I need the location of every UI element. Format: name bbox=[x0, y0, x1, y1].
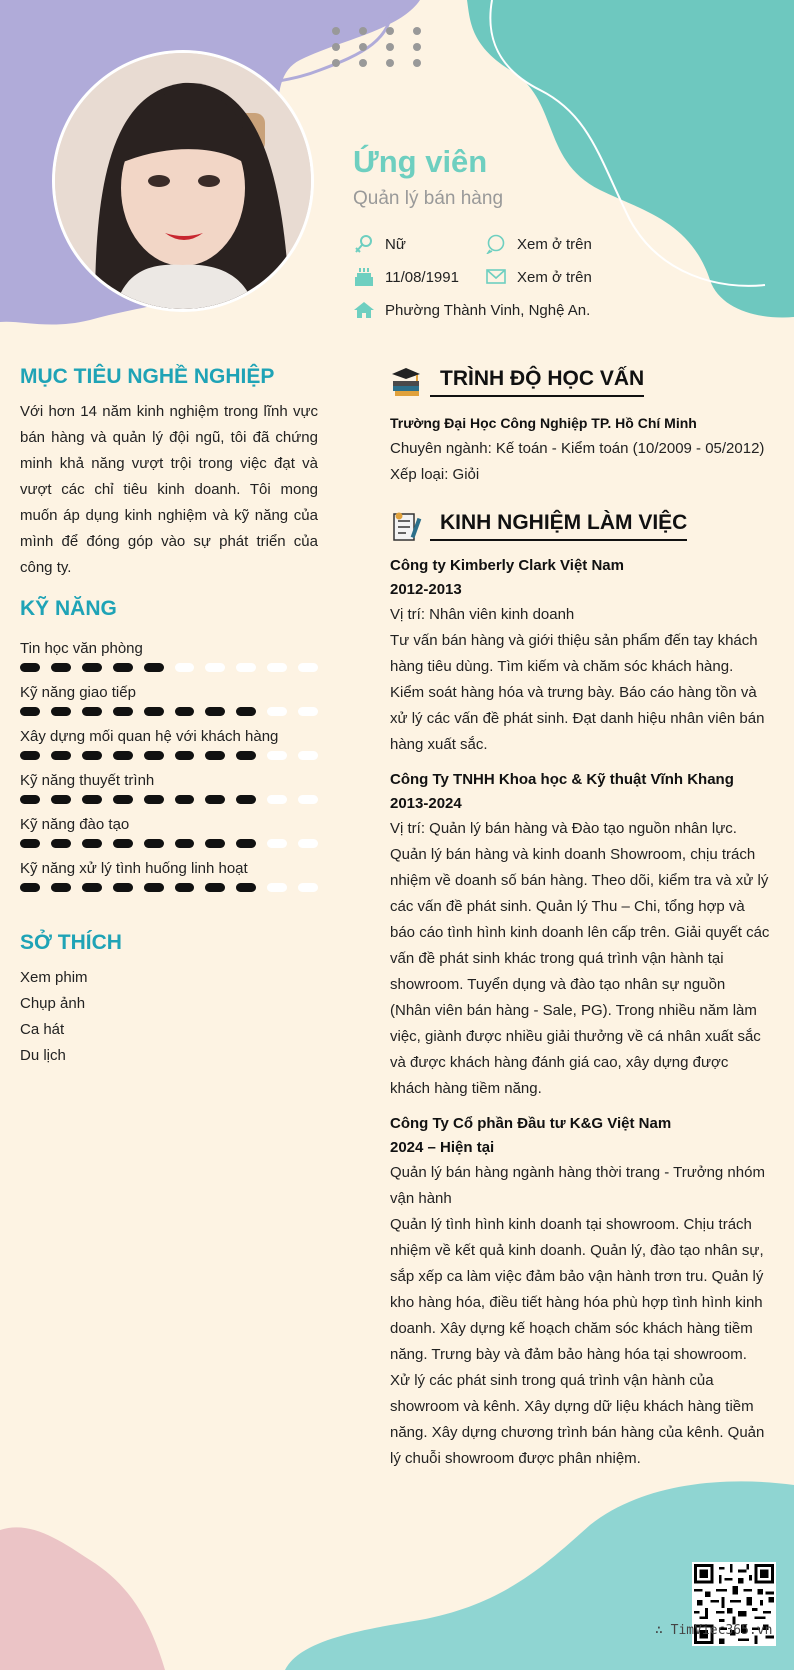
job-entry bbox=[390, 554, 770, 758]
birthday-cake-icon bbox=[353, 267, 375, 287]
skill-name: Xây dựng mối quan hệ với khách hàng bbox=[20, 728, 279, 745]
skill-segment-filled bbox=[144, 707, 164, 716]
education-major: Chuyên ngành: Kế toán - Kiểm toán (10/2009 - 05/2012) bbox=[390, 440, 765, 457]
skill-segment-filled bbox=[236, 707, 256, 716]
gender-icon bbox=[353, 234, 375, 254]
skill-segment-empty bbox=[205, 663, 225, 672]
skill-segment-filled bbox=[51, 751, 71, 760]
job-description: Quản lý bán hàng và kinh doanh Showroom, chịu trách nhiệm về doanh số bán hàng. Theo dõi, kiểm tra và xử lý các vấn đề phát sinh. Quản lý Thu – Chi, tổng hợp và báo cáo tình hình kinh doanh lên cấp trên. Giải quyết các vấn đề phát sinh khác trong quá trình vận hành tại showroom. Tuyển dụng và đào tạo nhân sự nguồn (Nhân viên bán hàng - Sale, PG). Trong nhiều năm làm việc, giành được nhiều giải thưởng về cá nhân xuất sắc và được khách hàng đánh giá cao, xây dựng được khách hàng tiềm năng. bbox=[390, 846, 770, 1097]
experience-header bbox=[390, 506, 770, 546]
job-description: Quản lý tình hình kinh doanh tại showroom. Chịu trách nhiệm về kết quả kinh doanh. Quản lý, đào tạo nhân sự, sắp xếp ca làm việc đảm bảo vận hành trơn tru. Quản lý kho hàng hóa, điều tiết hàng hóa phù hợp tình hình kinh doanh. Xây dựng kế hoạch chăm sóc khách hàng tiềm năng. Trưng bày và đảm bảo hàng hóa tại showroom. Xử lý các phát sinh trong quá trình vận hành của showroom và kênh. Xây dựng dữ liệu khách hàng tiềm năng. Xây dựng chương trình bán hàng của kênh. Quản lý chuỗi showroom được phân nhiệm. bbox=[390, 1216, 765, 1467]
objective-text: Với hơn 14 năm kinh nghiệm trong lĩnh vực bán hàng và quản lý đội ngũ, tôi đã chứng minh khả năng vượt trội trong việc đạt và vượt các chỉ tiêu kinh doanh. Tôi mong muốn áp dụng kinh nghiệm và kỹ năng của mình để đóng góp vào sự phát triển của công ty. bbox=[20, 403, 318, 576]
skill-segment-filled bbox=[144, 883, 164, 892]
footer-decoration bbox=[0, 1480, 794, 1670]
skill-segment-empty bbox=[267, 663, 287, 672]
skill-segment-filled bbox=[205, 795, 225, 804]
skill-segment-filled bbox=[205, 751, 225, 760]
info-address bbox=[353, 300, 590, 320]
info-phone bbox=[485, 234, 592, 254]
skill-segment-filled bbox=[113, 663, 133, 672]
skill-rating-bar bbox=[20, 705, 318, 717]
skill-segment-empty bbox=[267, 707, 287, 716]
email-value: Xem ở trên bbox=[517, 268, 592, 286]
info-birthday bbox=[353, 267, 459, 287]
job-period: 2012-2013 bbox=[390, 581, 462, 598]
skill-segment-empty bbox=[267, 883, 287, 892]
skill-name: Kỹ năng đào tạo bbox=[20, 816, 130, 833]
skill-segment-empty bbox=[298, 839, 318, 848]
skill-segment-filled bbox=[82, 839, 102, 848]
hobbies-list bbox=[20, 965, 318, 1069]
skill-segment-empty bbox=[298, 795, 318, 804]
skill-segment-filled bbox=[175, 707, 195, 716]
education-heading: TRÌNH ĐỘ HỌC VẤN bbox=[430, 367, 644, 397]
job-position: Vị trí: Quản lý bán hàng và Đào tạo nguồn nhân lực. bbox=[390, 820, 737, 837]
skill-name: Tin học văn phòng bbox=[20, 640, 143, 657]
skill-segment-empty bbox=[267, 795, 287, 804]
skill-segment-filled bbox=[205, 883, 225, 892]
skill-segment-filled bbox=[82, 707, 102, 716]
job-company: Công Ty TNHH Khoa học & Kỹ thuật Vĩnh Khang bbox=[390, 771, 734, 788]
skill-segment-filled bbox=[175, 883, 195, 892]
skill-segment-filled bbox=[20, 795, 40, 804]
skill-rating-bar bbox=[20, 881, 318, 893]
skill-segment-filled bbox=[236, 751, 256, 760]
skill-rating-bar bbox=[20, 793, 318, 805]
skill-segment-filled bbox=[236, 883, 256, 892]
skill-segment-empty bbox=[298, 751, 318, 760]
skill-segment-filled bbox=[236, 839, 256, 848]
skill-segment-filled bbox=[51, 795, 71, 804]
skill-segment-filled bbox=[20, 663, 40, 672]
hobbies-heading: SỞ THÍCH bbox=[20, 931, 122, 954]
phone-value: Xem ở trên bbox=[517, 235, 592, 253]
job-position: Vị trí: Nhân viên kinh doanh bbox=[390, 606, 575, 623]
skill-segment-filled bbox=[205, 839, 225, 848]
skill-segment-filled bbox=[144, 795, 164, 804]
education-grade: Xếp loại: Giỏi bbox=[390, 466, 480, 483]
education-header bbox=[390, 362, 770, 402]
gender-value: Nữ bbox=[385, 235, 406, 253]
skill-segment-filled bbox=[113, 707, 133, 716]
avatar-photo bbox=[52, 50, 314, 312]
skill-segment-filled bbox=[175, 795, 195, 804]
skill-segment-filled bbox=[51, 839, 71, 848]
job-entry bbox=[390, 1112, 770, 1472]
hobby-item: Du lịch bbox=[20, 1047, 66, 1064]
skill-item bbox=[20, 683, 318, 717]
skill-segment-filled bbox=[175, 839, 195, 848]
skill-segment-filled bbox=[113, 839, 133, 848]
jobs-list bbox=[390, 554, 770, 1472]
skill-item bbox=[20, 727, 318, 761]
graduation-books-icon bbox=[390, 366, 422, 398]
skill-segment-filled bbox=[82, 795, 102, 804]
skill-segment-filled bbox=[51, 883, 71, 892]
skill-segment-filled bbox=[144, 751, 164, 760]
skill-segment-empty bbox=[298, 883, 318, 892]
address-value: Phường Thành Vinh, Nghệ An. bbox=[385, 301, 591, 319]
skill-item bbox=[20, 815, 318, 849]
skill-segment-filled bbox=[82, 751, 102, 760]
candidate-role: Quản lý bán hàng bbox=[353, 188, 504, 209]
skill-segment-filled bbox=[20, 751, 40, 760]
right-column bbox=[390, 362, 770, 1482]
skill-segment-filled bbox=[175, 751, 195, 760]
skill-item bbox=[20, 771, 318, 805]
job-position: Quản lý bán hàng ngành hàng thời trang - Trưởng nhóm vận hành bbox=[390, 1164, 765, 1207]
hobby-item: Ca hát bbox=[20, 1021, 65, 1038]
skill-segment-empty bbox=[298, 707, 318, 716]
experience-heading: KINH NGHIỆM LÀM VIỆC bbox=[430, 511, 687, 541]
info-email bbox=[485, 267, 592, 287]
education-school: Trường Đại Học Công Nghiệp TP. Hồ Chí Minh bbox=[390, 415, 697, 431]
envelope-icon bbox=[485, 267, 507, 287]
job-entry bbox=[390, 768, 770, 1102]
skill-segment-filled bbox=[205, 707, 225, 716]
watermark-text: ∴ TimViec365.vn bbox=[655, 1623, 773, 1638]
skill-segment-empty bbox=[175, 663, 195, 672]
skill-rating-bar bbox=[20, 749, 318, 761]
skill-name: Kỹ năng thuyết trình bbox=[20, 772, 155, 789]
skill-segment-filled bbox=[113, 883, 133, 892]
skill-item bbox=[20, 859, 318, 893]
hobby-item: Xem phim bbox=[20, 969, 88, 986]
skill-segment-empty bbox=[267, 839, 287, 848]
left-column bbox=[20, 365, 318, 1069]
skill-segment-filled bbox=[236, 795, 256, 804]
skill-segment-filled bbox=[20, 839, 40, 848]
job-period: 2013-2024 bbox=[390, 795, 462, 812]
skills-list bbox=[20, 639, 318, 893]
work-checklist-icon bbox=[390, 510, 422, 542]
skills-heading: KỸ NĂNG bbox=[20, 597, 117, 620]
decorative-dots bbox=[330, 24, 430, 70]
skill-segment-empty bbox=[298, 663, 318, 672]
hobby-item: Chụp ảnh bbox=[20, 995, 86, 1012]
job-company: Công Ty Cổ phần Đầu tư K&G Việt Nam bbox=[390, 1115, 672, 1132]
home-icon bbox=[353, 300, 375, 320]
skill-name: Kỹ năng xử lý tình huống linh hoạt bbox=[20, 860, 248, 877]
job-company: Công ty Kimberly Clark Việt Nam bbox=[390, 557, 624, 574]
skill-segment-filled bbox=[20, 883, 40, 892]
skill-segment-filled bbox=[144, 663, 164, 672]
skill-segment-filled bbox=[82, 663, 102, 672]
skill-segment-filled bbox=[20, 707, 40, 716]
skill-name: Kỹ năng giao tiếp bbox=[20, 684, 136, 701]
skill-segment-filled bbox=[113, 751, 133, 760]
skill-segment-filled bbox=[144, 839, 164, 848]
skill-rating-bar bbox=[20, 661, 318, 673]
job-period: 2024 – Hiện tại bbox=[390, 1139, 495, 1156]
skill-segment-filled bbox=[51, 663, 71, 672]
skill-item bbox=[20, 639, 318, 673]
candidate-name: Ứng viên bbox=[353, 144, 488, 179]
skill-rating-bar bbox=[20, 837, 318, 849]
skill-segment-filled bbox=[113, 795, 133, 804]
info-gender bbox=[353, 234, 406, 254]
birthday-value: 11/08/1991 bbox=[385, 268, 459, 286]
whatsapp-icon bbox=[485, 234, 507, 254]
skill-segment-filled bbox=[82, 883, 102, 892]
objective-heading: MỤC TIÊU NGHỀ NGHIỆP bbox=[20, 365, 275, 388]
job-description: Tư vấn bán hàng và giới thiệu sản phẩm đến tay khách hàng tiêu dùng. Tìm kiếm và chăm sóc khách hàng. Kiểm soát hàng hóa và trưng bày. Báo cáo hàng tồn và xử lý các vấn đề phát sinh. Đạt danh hiệu nhân viên bán hàng xuất sắc. bbox=[390, 632, 765, 753]
skill-segment-filled bbox=[51, 707, 71, 716]
skill-segment-empty bbox=[236, 663, 256, 672]
skill-segment-empty bbox=[267, 751, 287, 760]
